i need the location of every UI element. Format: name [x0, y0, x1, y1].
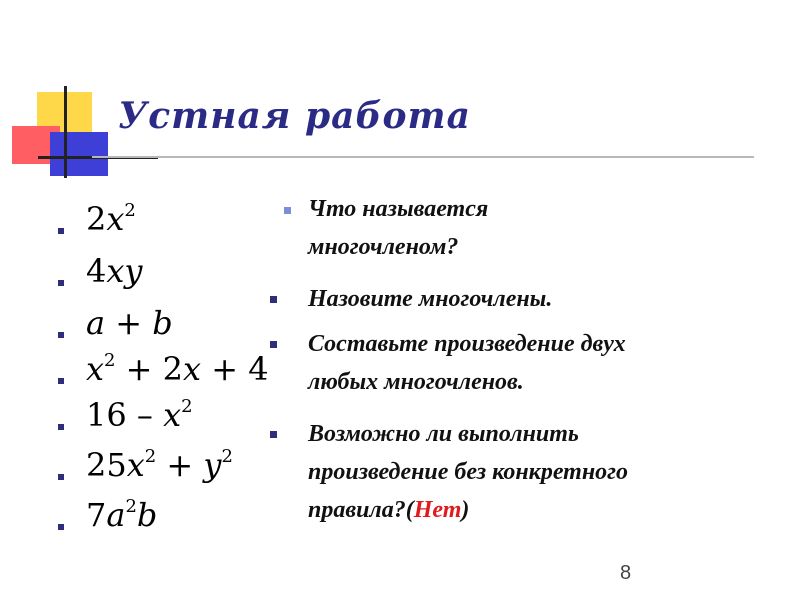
slide-title: Устная работа: [118, 95, 471, 137]
polynomial-expression: $16 - x^2$: [86, 396, 193, 434]
polynomial-expression: 4xy: [86, 252, 143, 290]
answer-text: Нет: [413, 497, 462, 523]
bullet-icon: [270, 431, 277, 438]
question-line-with-answer: [308, 491, 469, 529]
question-line: правила?(: [308, 497, 414, 523]
question-line: любых многочленов.: [308, 369, 524, 395]
title-underline: [92, 156, 754, 158]
polynomial-expression: a + b: [86, 304, 173, 342]
question-line: Назовите многочлены.: [308, 286, 553, 312]
bullet-icon: [58, 524, 64, 530]
bullet-icon: [58, 332, 64, 338]
polynomial-expression: $2x^2$: [86, 200, 136, 238]
decor-blue-square: [50, 132, 108, 176]
bullet-icon: [58, 228, 64, 234]
polynomial-expression: $x^2 + 2x + 4$: [86, 350, 269, 388]
bullet-icon: [58, 474, 64, 480]
question-line: многочленом?: [308, 234, 459, 260]
page-number: 8: [620, 562, 632, 584]
question-line: Возможно ли выполнить: [308, 421, 579, 447]
bullet-icon: [58, 378, 64, 384]
polynomial-expression: $25x^2 + y^2$: [86, 446, 233, 484]
bullet-icon: [58, 280, 64, 286]
bullet-icon: [284, 207, 291, 214]
decor-vertical-line: [64, 86, 67, 178]
bullet-icon: [58, 424, 64, 430]
question-line: Что называется: [308, 196, 489, 222]
answer-suffix: ): [461, 497, 470, 523]
question-line: произведение без конкретного: [308, 459, 629, 485]
bullet-icon: [270, 296, 277, 303]
polynomial-expression: $7a^2b$: [86, 496, 158, 534]
bullet-icon: [270, 341, 277, 348]
question-line: Составьте произведение двух: [308, 331, 626, 357]
